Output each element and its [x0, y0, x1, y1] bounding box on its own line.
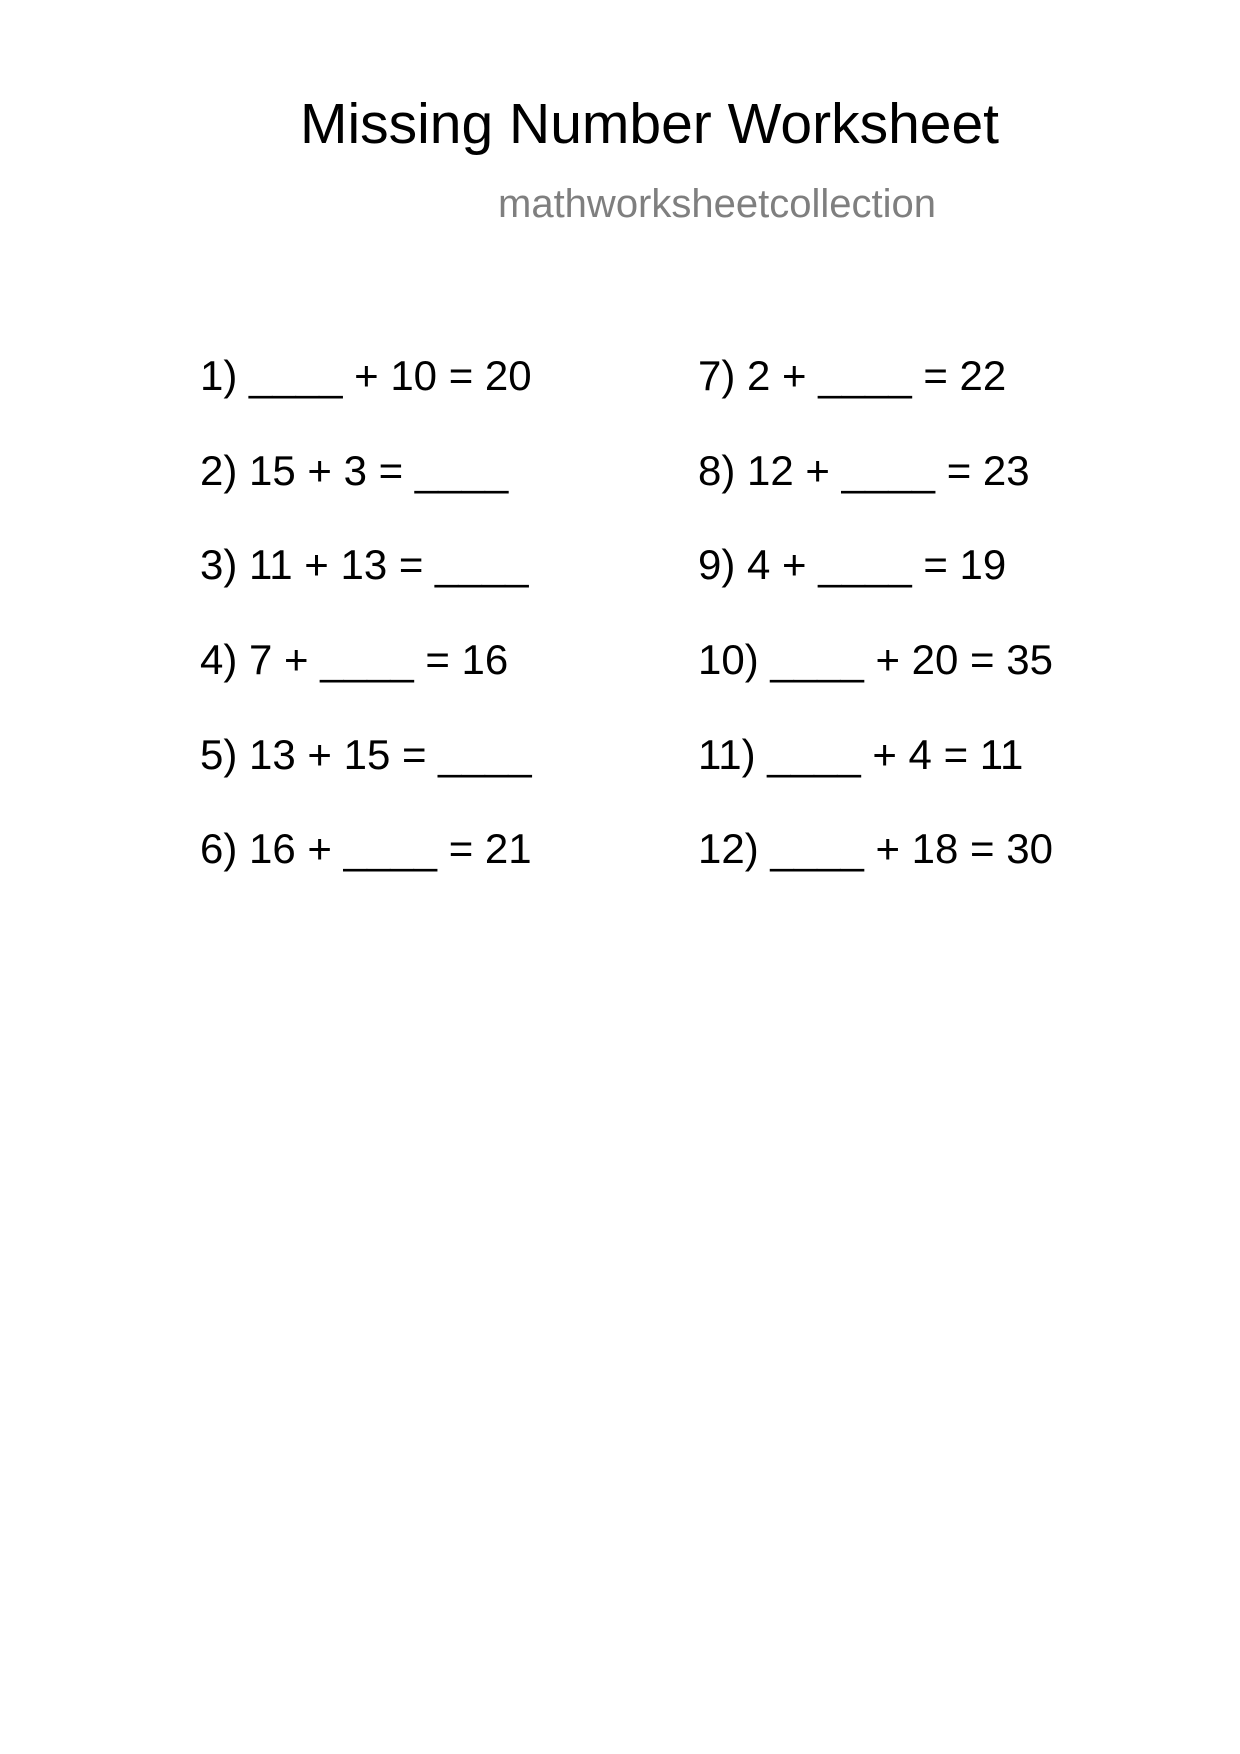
- problem-1: 1) ____ + 10 = 20: [200, 352, 532, 399]
- problem-6: 6) 16 + ____ = 21: [200, 825, 532, 872]
- problem-7: 7) 2 + ____ = 22: [698, 352, 1007, 399]
- problem-8: 8) 12 + ____ = 23: [698, 447, 1030, 494]
- problem-9: 9) 4 + ____ = 19: [698, 541, 1007, 588]
- problem-11: 11) ____ + 4 = 11: [698, 731, 1024, 778]
- problem-2: 2) 15 + 3 = ____: [200, 447, 509, 494]
- problem-4: 4) 7 + ____ = 16: [200, 636, 509, 683]
- problem-12: 12) ____ + 18 = 30: [698, 825, 1053, 872]
- problem-3: 3) 11 + 13 = ____: [200, 541, 529, 588]
- problem-10: 10) ____ + 20 = 35: [698, 636, 1053, 683]
- problem-5: 5) 13 + 15 = ____: [200, 731, 532, 778]
- worksheet-subtitle: mathworksheetcollection: [498, 182, 936, 226]
- worksheet-title: Missing Number Worksheet: [300, 92, 1000, 156]
